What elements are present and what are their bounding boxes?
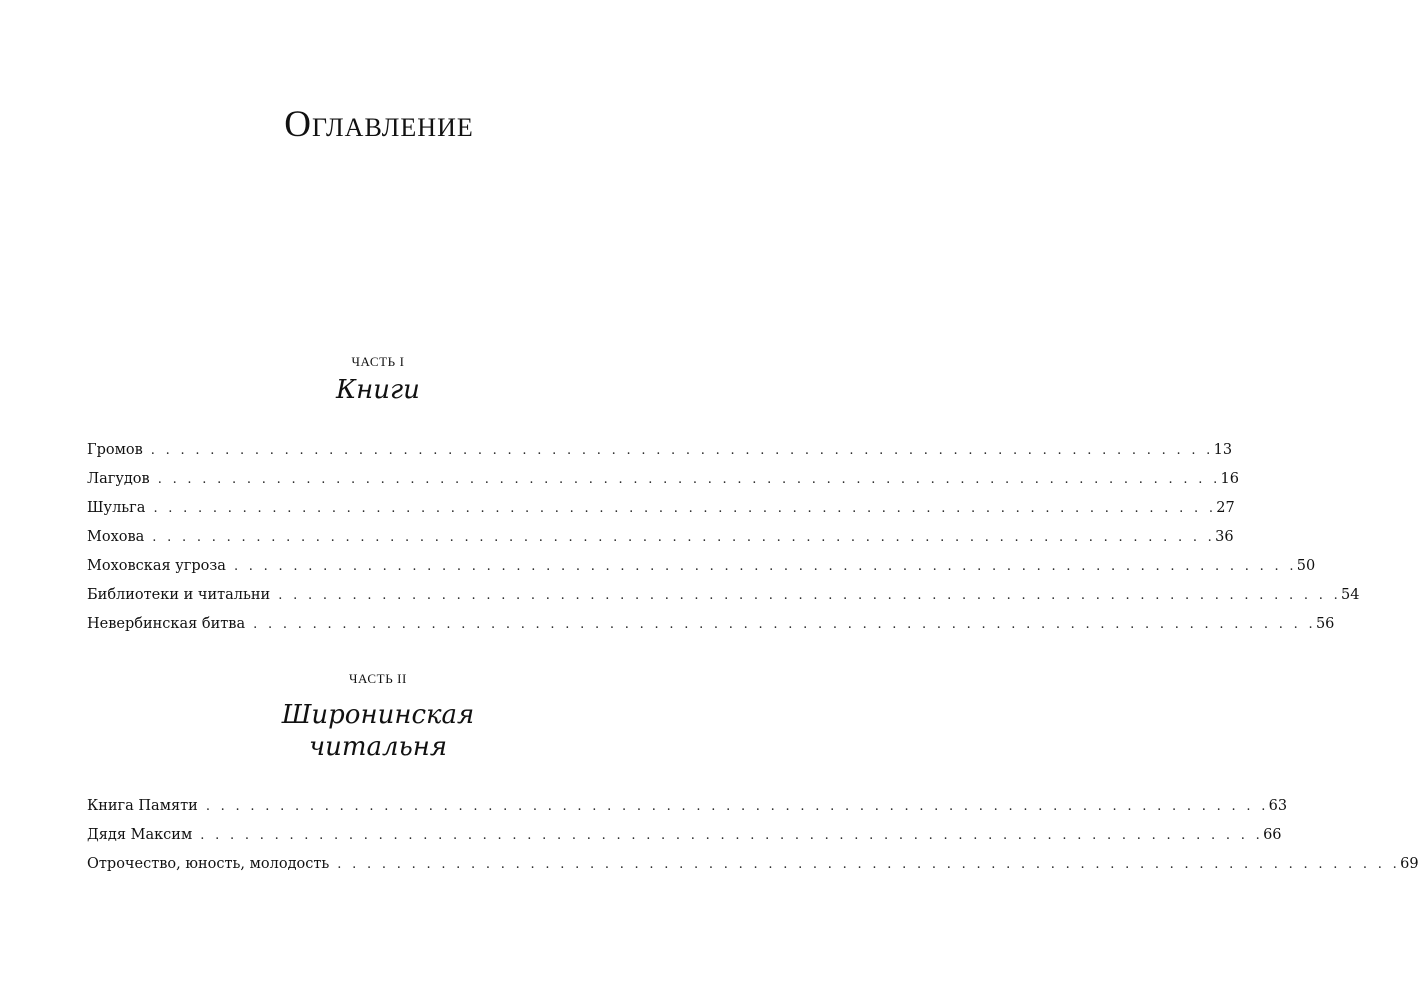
- toc-page-number: 54: [1341, 587, 1360, 603]
- toc-entry-title: Шульга: [87, 500, 146, 516]
- part-2-title-line-2: читальня: [308, 732, 448, 762]
- toc-page-number: 50: [1296, 558, 1316, 574]
- toc-entry-title: Дядя Максим: [87, 827, 193, 843]
- toc-dot-leader: . . . . . . . . . . . . . . . . . . . . . . . . . . . . . . . . . . . . . . . . . . . . . . . . . . . . . . . . . . . . . . . . . . . . . . . .: [200, 828, 1264, 843]
- toc-dot-leader: . . . . . . . . . . . . . . . . . . . . . . . . . . . . . . . . . . . . . . . . . . . . . . . . . . . . . . . . . . . . . . . . . . . . . . . .: [253, 617, 1316, 632]
- toc-page-number: 27: [1216, 500, 1235, 516]
- toc-entry-title: Невербинская битва: [87, 616, 246, 632]
- toc-entry-title: Отрочество, юность, молодость: [87, 856, 330, 872]
- toc-entry-title: Книга Памяти: [87, 798, 198, 814]
- toc-entry-shulga[interactable]: [87, 499, 1235, 528]
- toc-entry-mokhova[interactable]: [87, 528, 1234, 557]
- toc-dot-leader: . . . . . . . . . . . . . . . . . . . . . . . . . . . . . . . . . . . . . . . . . . . . . . . . . . . . . . . . . . . . . . . . . . . . . . . .: [152, 530, 1216, 545]
- toc-dot-leader: . . . . . . . . . . . . . . . . . . . . . . . . . . . . . . . . . . . . . . . . . . . . . . . . . . . . . . . . . . . . . . . . . . . . . . . .: [233, 559, 1297, 574]
- toc-dot-leader: . . . . . . . . . . . . . . . . . . . . . . . . . . . . . . . . . . . . . . . . . . . . . . . . . . . . . . . . . . . . . . . . . . . . . . . .: [153, 501, 1217, 516]
- toc-entry-dyadya-maksim[interactable]: [87, 826, 1282, 855]
- toc-page-number: 69: [1400, 856, 1419, 872]
- toc-dot-leader: . . . . . . . . . . . . . . . . . . . . . . . . . . . . . . . . . . . . . . . . . . . . . . . . . . . . . . . . . . . . . . . . . . . . . . . .: [337, 857, 1401, 872]
- part-2-toc-list: [87, 797, 1419, 884]
- part-1-title: [0, 374, 756, 406]
- toc-dot-leader: . . . . . . . . . . . . . . . . . . . . . . . . . . . . . . . . . . . . . . . . . . . . . . . . . . . . . . . . . . . . . . . . . . . . . . . .: [278, 588, 1342, 603]
- toc-entry-title: Громов: [87, 442, 143, 458]
- toc-entry-title: Библиотеки и читальни: [87, 587, 271, 603]
- toc-entry-neverbinskaya-bitva[interactable]: [87, 615, 1335, 644]
- toc-page-number: 36: [1215, 529, 1234, 545]
- toc-dot-leader: . . . . . . . . . . . . . . . . . . . . . . . . . . . . . . . . . . . . . . . . . . . . . . . . . . . . . . . . . . . . . . . . . . . . . . . .: [157, 472, 1221, 487]
- toc-entry-title: Моховская угроза: [87, 558, 226, 574]
- toc-dot-leader: . . . . . . . . . . . . . . . . . . . . . . . . . . . . . . . . . . . . . . . . . . . . . . . . . . . . . . . . . . . . . . . . . . . . . . . .: [150, 443, 1214, 458]
- toc-entry-otrochestvo[interactable]: [87, 855, 1419, 884]
- part-1-label: ЧАСТЬ I: [351, 354, 405, 369]
- toc-entry-biblioteki[interactable]: [87, 586, 1360, 615]
- toc-entry-mokhovskaya-ugroza[interactable]: [87, 557, 1316, 586]
- part-2-title-line-1: Широнинская: [281, 700, 475, 730]
- toc-page-number: 66: [1263, 827, 1282, 843]
- toc-entry-title: Лагудов: [87, 471, 150, 487]
- toc-page-number: 56: [1315, 616, 1335, 632]
- part-1-toc-list: [87, 441, 1360, 644]
- toc-entry-kniga-pamyati[interactable]: [87, 797, 1288, 826]
- toc-page-number: 16: [1220, 471, 1239, 487]
- page-title: Оглавление: [284, 104, 474, 145]
- part-2-title: [0, 699, 756, 763]
- toc-entry-title: Мохова: [87, 529, 145, 545]
- part-1-title-line: Книги: [336, 375, 420, 405]
- toc-page-number: 63: [1268, 798, 1288, 814]
- part-2-label: ЧАСТЬ II: [349, 671, 407, 686]
- toc-dot-leader: . . . . . . . . . . . . . . . . . . . . . . . . . . . . . . . . . . . . . . . . . . . . . . . . . . . . . . . . . . . . . . . . . . . . . . . .: [205, 799, 1269, 814]
- toc-entry-lagudov[interactable]: [87, 470, 1239, 499]
- toc-entry-gromov[interactable]: [87, 441, 1233, 470]
- toc-page-number: 13: [1213, 442, 1233, 458]
